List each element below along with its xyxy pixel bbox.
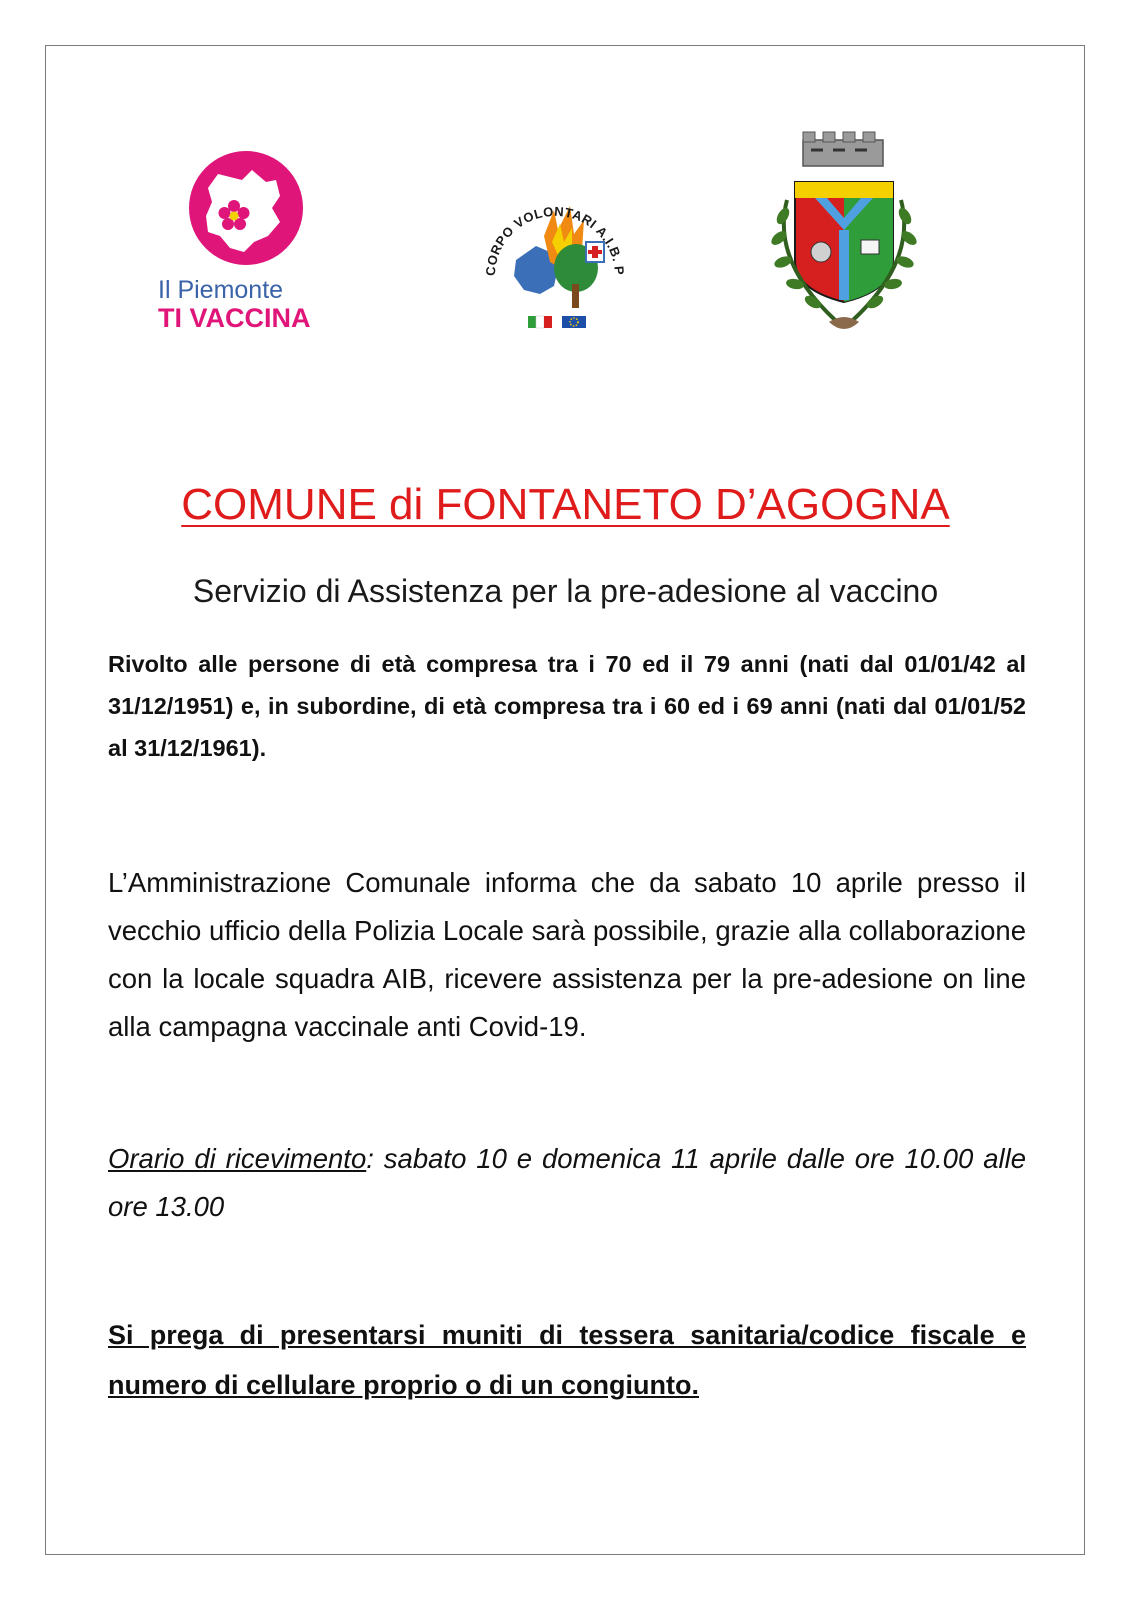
- aib-piemonte-logo: [478, 176, 632, 346]
- subtitle: Servizio di Assistenza per la pre-adesione al vaccino: [192, 573, 939, 609]
- piemonte-logo-icon: [150, 150, 360, 350]
- title-text: COMUNE di FONTANETO D’AGOGNA: [181, 480, 950, 529]
- requirements-note: Si prega di presentarsi muniti di tessera sanitaria/codice fiscale e numero di cellulare proprio o di un congiunto.: [108, 1320, 1026, 1400]
- municipal-crest: [765, 130, 955, 350]
- piemonte-line2: TI VACCINA: [158, 303, 311, 333]
- hours-label: Orario di ricevimento: [108, 1143, 367, 1174]
- hours-text: : sabato 10 e domenica 11 aprile dalle ore 10.00 alle ore 13.00: [108, 1143, 1026, 1222]
- aib-ring-text: CORPO VOLONTARI A.I.B. P: [482, 203, 628, 277]
- aib-emblem-icon: [478, 176, 632, 346]
- crest-icon: [765, 130, 955, 350]
- hours-paragraph: [108, 1135, 1026, 1231]
- target-paragraph: Rivolto alle persone di età compresa tra i 70 ed il 79 anni (nati dal 01/01/42 al 31/12/1951) e, in subordine, di età compresa tra i 60 ed i 69 anni (nati dal 01/01/52 al 31/12/1961).: [108, 651, 1026, 761]
- piemonte-ti-vaccina-logo: [150, 150, 360, 350]
- page-title: [0, 480, 1131, 530]
- info-paragraph: L’Amministrazione Comunale informa che da sabato 10 aprile presso il vecchio ufficio della Polizia Locale sarà possibile, grazie alla collaborazione con la locale squadra AIB, ricevere assistenza per la pre-adesione on line alla campagna vaccinale anti Covid-19.: [108, 867, 1026, 1042]
- piemonte-line1: Il Piemonte: [158, 276, 284, 304]
